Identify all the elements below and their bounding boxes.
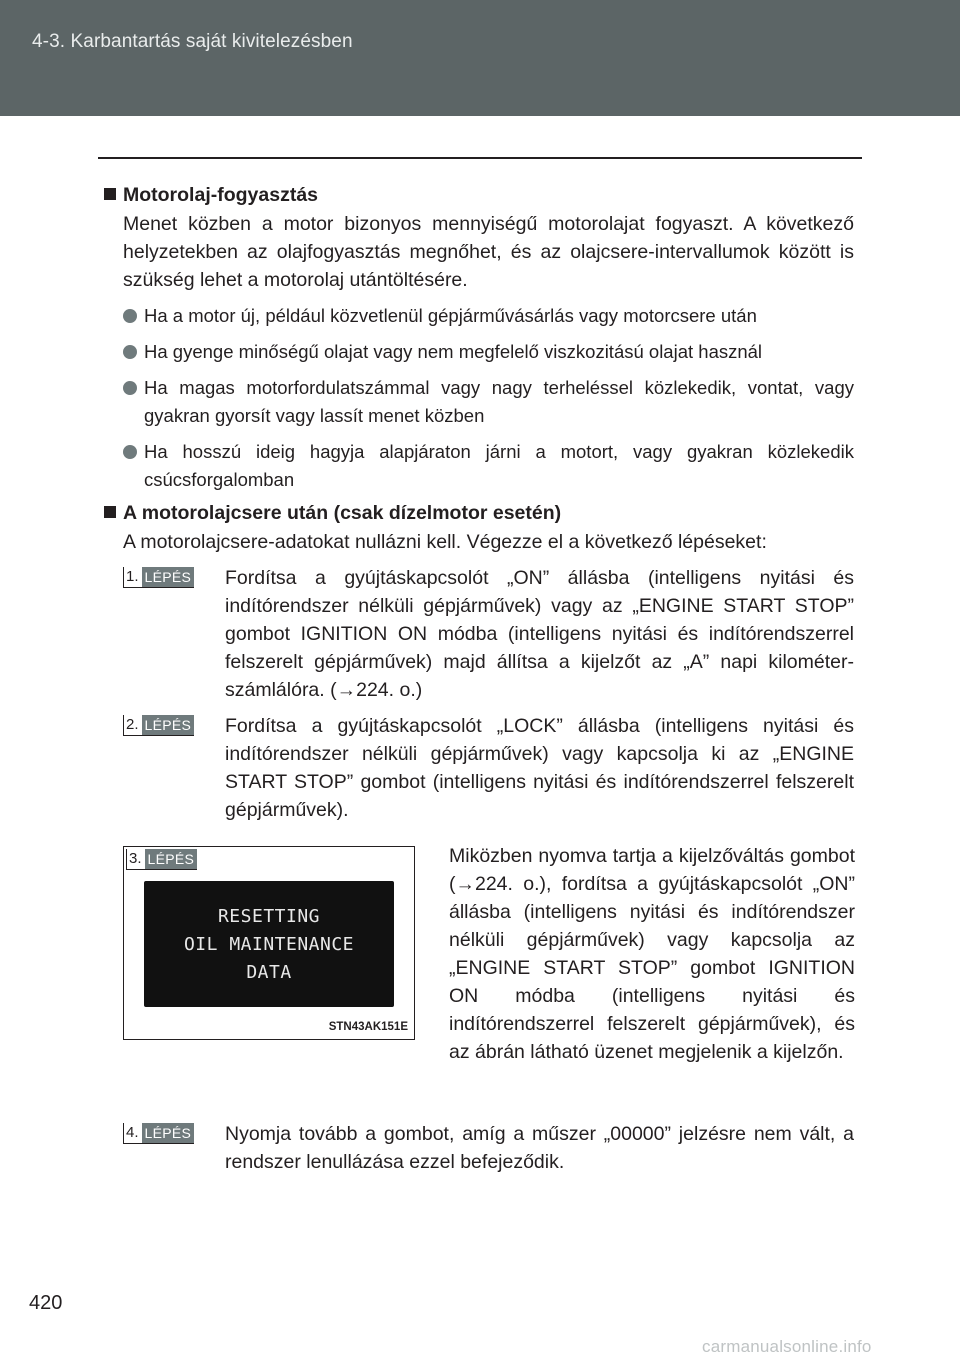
step-text: Fordítsa a gyújtáskapcsolót „LOCK” állásba (intelligens nyitási és indítórendszer nélküli gépjárművek) vagy kapcsolja ki az „ENGINE START STOP” gombot (intelligens nyitási és indítórendszerrel felszerelt gépjárművek). [225,715,854,821]
step-text: Fordítsa a gyújtáskapcsolót „ON” állásba (intelligens nyitási és indítórendszer nélküli gépjárművek) vagy az „ENGINE START STOP” gombot IGNITION ON módba (intelligens nyitási és indítórendszerrel felszerelt gépjárművek) majd állítsa a kijelzőt az „A” napi kilométer-számlálóra. (→224. o.) [225,567,854,701]
square-bullet-icon [104,188,116,200]
list-item: Ha hosszú ideig hagyja alapjáraton járni a motort, vagy gyakran közlekedik csúcsforgalomban [123,438,854,494]
step-badge: 3. LÉPÉS [126,849,197,870]
page-number: 420 [29,1292,63,1314]
display-message: RESETTING OIL MAINTENANCE DATA [183,906,355,983]
bullet-dot-icon [123,309,137,323]
list-item: Ha magas motorfordulatszámmal vagy nagy terheléssel közlekedik, vontat, vagy gyakran gyorsít vagy lassít menet közben [123,374,854,430]
page-header [0,0,960,116]
step-badge: 2. LÉPÉS [123,715,194,736]
step-badge: 4. LÉPÉS [123,1123,194,1144]
step-4 [123,1120,854,1176]
step-text: Miközben nyomva tartja a kijelzőváltás gombot (→224. o.), fordítsa a gyújtáskapcsolót „ON” állásba (intelligens nyitási és indítórendszer nélküli gépjárművek) vagy kapcsolja az „ENGINE START STOP” gombot IGNITION ON módba (intelligens nyitási és indítórendszerrel felszerelt gépjárművek), és az ábrán látható üzenet megjelenik a kijelzőn. [449,845,855,1063]
section-heading-oil-change: A motorolajcsere után (csak dízelmotor esetén) [104,498,854,528]
list-item: Ha gyenge minőségű olajat vagy nem megfelelő viszkozitású olajat használ [123,338,854,366]
chapter-title: 4-3. Karbantartás saját kivitelezésben [32,31,353,52]
square-bullet-icon [104,506,116,518]
bullet-dot-icon [123,345,137,359]
step-badge: 1. LÉPÉS [123,567,194,588]
page-content [104,180,854,1176]
oil-change-intro: A motorolajcsere-adatokat nullázni kell. Végezze el a következő lépéseket: [123,531,767,553]
bullet-dot-icon [123,381,137,395]
section-heading-oil-consumption: Motorolaj-fogyasztás [104,180,854,210]
step-1 [123,564,854,704]
step-2 [123,712,854,824]
display-figure [123,846,415,1040]
multi-info-display [144,881,394,1007]
bullet-dot-icon [123,445,137,459]
step-3 [123,842,854,1112]
list-item: Ha a motor új, például közvetlenül gépjárművásárlás vagy motorcsere után [123,302,854,330]
watermark: carmanualsonline.info [702,1337,872,1356]
top-rule [98,157,862,159]
step-text: Nyomja tovább a gombot, amíg a műszer „00000” jelzésre nem vált, a rendszer lenullázása ezzel befejeződik. [225,1123,854,1173]
oil-consumption-list [123,302,854,494]
oil-consumption-intro: Menet közben a motor bizonyos mennyiségű motorolajat fogyaszt. A következő helyzetekben az olajfogyasztás megnőhet, és az olajcsere-intervallumok között is szükség lehet a motorolaj utántöltésére. [123,213,854,291]
figure-code: STN43AK151E [328,1021,408,1033]
